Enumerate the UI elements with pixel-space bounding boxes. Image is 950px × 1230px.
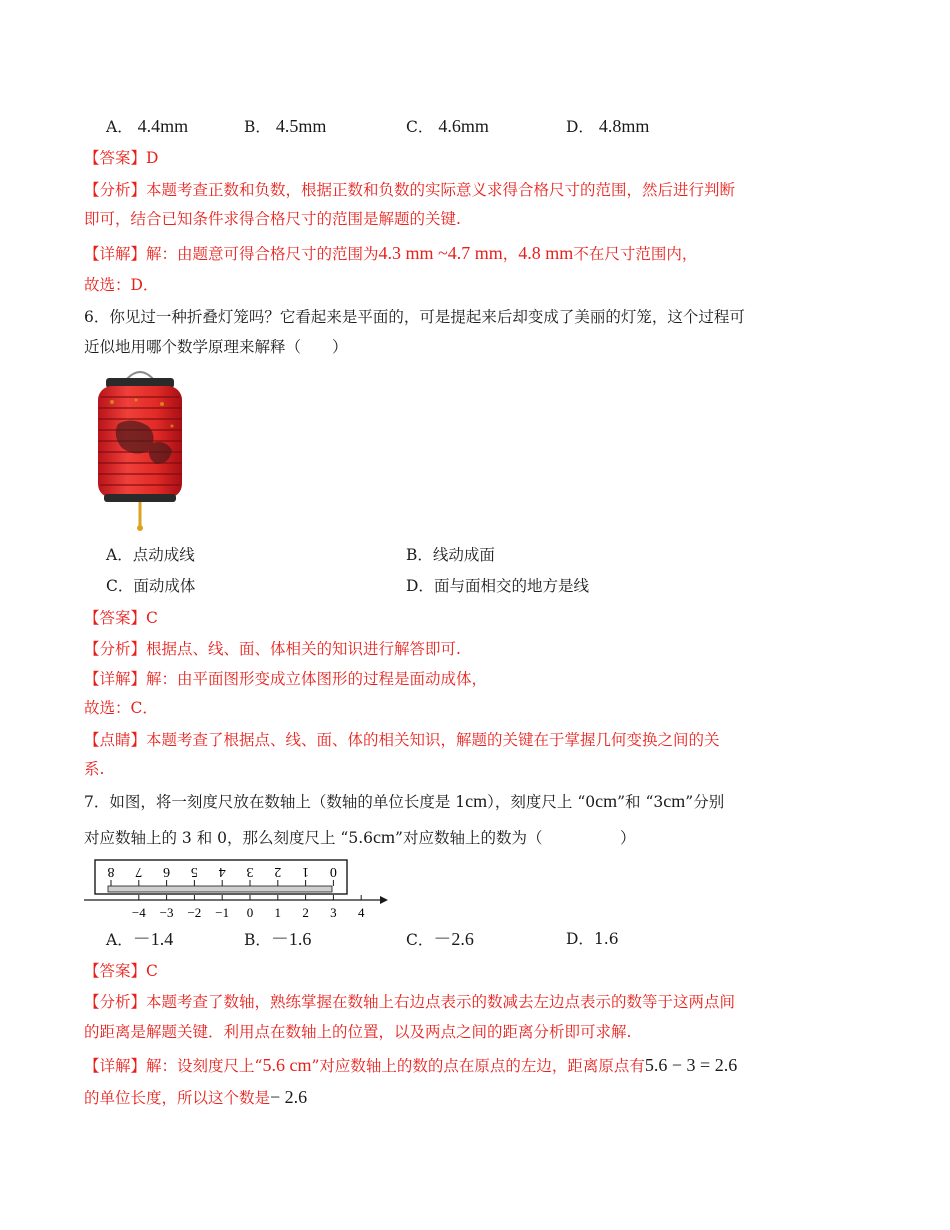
q6-detail: 【详解】解：由平面图形变成立体图形的过程是面动成体，	[84, 670, 488, 688]
folding-lantern-image	[92, 366, 188, 534]
q5-option-c: C． 4.6mm	[406, 116, 489, 136]
q7-stem-line-2: 对应数轴上的 3 和 0，那么刻度尺上 “5.6cm”对应数轴上的数为（ ）	[84, 827, 636, 847]
q7-option-b: B．－1.6	[244, 929, 312, 949]
axis-tick-label: 1	[274, 905, 282, 920]
ruler-number-line-figure	[84, 858, 394, 922]
axis-tick-label: 3	[330, 905, 337, 920]
ruler-tick-label: 8	[107, 864, 115, 879]
q7-detail-line-1: 【详解】解：设刻度尺上“5.6 cm”对应数轴上的数的点在原点的左边，距离原点有5.6 − 3 = 2.6	[84, 1055, 738, 1075]
q6-comment-line-1: 【点睛】本题考查了根据点、线、面、体的相关知识，解题的关键在于掌握几何变换之间的关	[84, 731, 720, 749]
axis-tick-label: 2	[302, 905, 309, 920]
q6-stem-line-1: 6．你见过一种折叠灯笼吗？它看起来是平面的，可是提起来后却变成了美丽的灯笼，这个过程可	[84, 308, 745, 326]
q7-option-c: C．－2.6	[406, 929, 474, 949]
q5-option-b: B． 4.5mm	[244, 116, 327, 136]
q7-analysis-line-2: 的距离是解题关键．利用点在数轴上的位置，以及两点之间的距离分析即可求解.	[84, 1023, 632, 1041]
q5-conclusion: 故选：D．	[84, 276, 159, 294]
q6-option-d: D．面与面相交的地方是线	[406, 577, 589, 595]
q6-answer: 【答案】C	[84, 609, 158, 627]
number-axis-arrow	[380, 896, 388, 904]
q6-analysis: 【分析】根据点、线、面、体相关的知识进行解答即可.	[84, 640, 461, 658]
q6-stem-line-2: 近似地用哪个数学原理来解释（ ）	[84, 338, 348, 356]
q5-analysis-line-1: 【分析】本题考查正数和负数，根据正数和负数的实际意义求得合格尺寸的范围，然后进行判断	[84, 181, 736, 199]
q6-comment-line-2: 系.	[84, 760, 105, 778]
ruler-tick-label: 3	[246, 864, 254, 879]
q7-option-a: A．－1.4	[106, 929, 174, 949]
q6-option-c: C．面动成体	[106, 577, 196, 595]
q5-answer: 【答案】D	[84, 149, 159, 167]
q7-option-d: D．1.6	[566, 930, 619, 948]
q7-detail-line-2: 的单位长度，所以这个数是− 2.6	[84, 1087, 308, 1107]
ruler-tick-label: 5	[190, 864, 198, 879]
ruler-tick-label: 7	[135, 864, 143, 879]
q5-analysis-line-2: 即可，结合已知条件求得合格尺寸的范围是解题的关键.	[84, 210, 461, 228]
q7-answer: 【答案】C	[84, 962, 158, 980]
ruler-tick-label: 4	[218, 864, 226, 879]
q7-stem-line-1: 7．如图，将一刻度尺放在数轴上（数轴的单位长度是 1cm），刻度尺上 “0cm”和 “3cm”分别	[84, 791, 725, 811]
q6-option-a: A．点动成线	[106, 546, 195, 564]
axis-tick-label: −4	[131, 905, 146, 920]
ruler-tick-label: 1	[302, 864, 310, 879]
q6-option-b: B．线动成面	[406, 546, 495, 564]
axis-tick-label: 4	[357, 905, 365, 920]
axis-tick-label: −1	[215, 905, 230, 920]
ruler-tick-label: 6	[163, 864, 171, 879]
axis-tick-label: 0	[246, 905, 254, 920]
q6-conclusion: 故选：C．	[84, 699, 158, 717]
axis-tick-label: −2	[187, 905, 202, 920]
ruler-tick-label: 2	[274, 864, 282, 879]
q7-analysis-line-1: 【分析】本题考查了数轴，熟练掌握在数轴上右边点表示的数减去左边点表示的数等于这两点间	[84, 993, 736, 1011]
q5-detail: 【详解】解：由题意可得合格尺寸的范围为4.3 mm ~4.7 mm，4.8 mm不在尺寸范围内，	[84, 243, 698, 263]
q5-option-a: A． 4.4mm	[106, 116, 189, 136]
q5-option-d: D． 4.8mm	[566, 116, 650, 136]
ruler-scale-bar	[108, 886, 332, 892]
ruler-tick-label: 0	[329, 864, 337, 879]
axis-tick-label: −3	[159, 905, 174, 920]
